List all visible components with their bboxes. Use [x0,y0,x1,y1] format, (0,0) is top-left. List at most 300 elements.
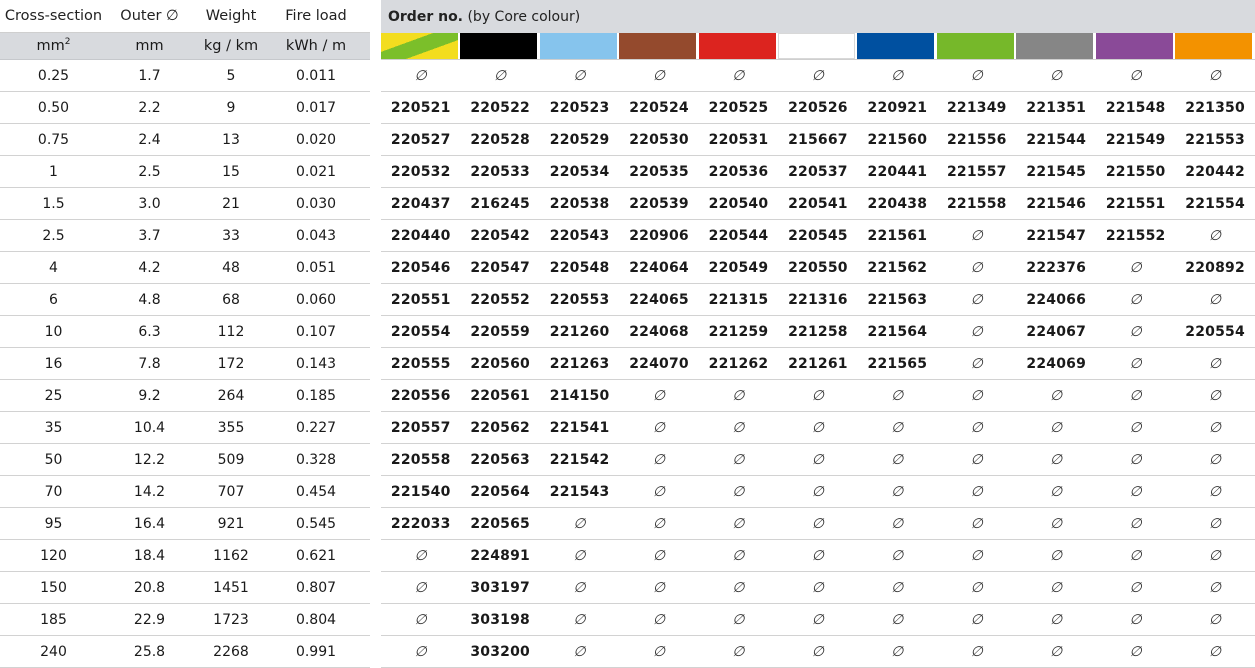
order-header-bold: Order no. [388,8,464,25]
outer-diameter-cell: 2.4 [138,131,161,148]
not-available-icon: ∅ [573,643,586,660]
order-number-cell: 221556 [946,131,1007,148]
fire-load-cell: 0.060 [295,291,337,308]
not-available-icon: ∅ [1129,387,1142,404]
specs-header-row [0,0,370,33]
order-number-cell: 220546 [390,259,451,276]
not-available-icon: ∅ [1050,611,1063,628]
not-available-icon: ∅ [891,515,904,532]
order-number-cell: 220562 [470,419,530,436]
weight-cell: 9 [226,99,236,116]
fire-load-cell: 0.143 [295,355,337,372]
not-available-icon: ∅ [573,515,586,532]
weight-cell: 1723 [213,611,249,628]
not-available-icon: ∅ [970,227,983,244]
outer-diameter-cell: 2.2 [138,99,161,116]
order-row [381,508,1255,540]
cross-section-cell: 25 [44,387,63,404]
fire-load-cell: 0.807 [295,579,337,596]
not-available-icon: ∅ [970,355,983,372]
weight-cell: 509 [217,451,245,468]
not-available-icon: ∅ [732,67,745,84]
not-available-icon: ∅ [652,515,666,532]
not-available-icon: ∅ [1129,323,1142,340]
table-row [0,508,370,540]
not-available-icon: ∅ [652,387,666,404]
order-row [381,540,1255,572]
order-number-cell: 221564 [867,323,928,340]
not-available-icon: ∅ [811,483,825,500]
order-number-cell: 224068 [629,323,689,340]
order-number-cell: 220440 [390,227,451,244]
fire-load-cell: 0.328 [295,451,337,468]
not-available-icon: ∅ [414,67,427,84]
order-number-cell: 220533 [470,163,530,180]
order-number-cell: 221546 [1026,195,1087,212]
not-available-icon: ∅ [732,387,745,404]
order-row [381,252,1255,284]
order-table [381,0,1255,668]
not-available-icon: ∅ [970,611,983,628]
cross-section-cell: 35 [44,419,63,436]
not-available-icon: ∅ [1129,579,1142,596]
not-available-icon: ∅ [1050,515,1063,532]
order-number-cell: 224891 [470,547,530,564]
swatch-orange [1175,33,1252,59]
outer-diameter-cell: 7.8 [138,355,161,372]
fire-load-cell: 0.017 [295,99,337,116]
weight-cell: 68 [222,291,240,308]
order-number-cell: 220549 [708,259,769,276]
order-row [381,92,1255,124]
table-row [0,444,370,476]
not-available-icon: ∅ [1208,387,1222,404]
not-available-icon: ∅ [970,67,983,84]
not-available-icon: ∅ [732,483,745,500]
fire-load-cell: 0.020 [295,131,337,148]
order-number-cell: 221563 [867,291,928,308]
order-number-cell: 220542 [470,227,530,244]
not-available-icon: ∅ [811,419,825,436]
swatch-white [778,33,855,59]
cross-section-cell: 70 [44,483,63,500]
cross-section-cell: 120 [40,547,67,564]
order-number-cell: 221261 [788,355,848,372]
not-available-icon: ∅ [1208,67,1222,84]
order-row [381,572,1255,604]
not-available-icon: ∅ [1129,291,1142,308]
swatch-grey [1016,33,1093,59]
not-available-icon: ∅ [811,643,825,660]
not-available-icon: ∅ [1129,547,1142,564]
order-number-cell: 220560 [470,355,530,372]
order-number-cell: 220521 [390,99,451,116]
cross-section-cell: 10 [44,323,63,340]
order-row [381,156,1255,188]
order-number-cell: 220534 [549,163,610,180]
cross-section-cell: 2.5 [42,227,65,244]
not-available-icon: ∅ [573,579,586,596]
weight-cell: 355 [217,419,245,436]
table-row [0,316,370,348]
not-available-icon: ∅ [1208,355,1222,372]
outer-diameter-cell: 18.4 [133,547,166,564]
weight-cell: 921 [217,515,245,532]
order-number-cell: 220551 [390,291,451,308]
order-number-cell: 220536 [708,163,769,180]
swatch-green-yellow [381,33,458,59]
order-number-cell: 220539 [629,195,689,212]
not-available-icon: ∅ [493,67,507,84]
not-available-icon: ∅ [732,515,745,532]
not-available-icon: ∅ [891,387,904,404]
order-number-cell: 220438 [867,195,928,212]
not-available-icon: ∅ [970,643,983,660]
order-number-cell: 221549 [1105,131,1166,148]
unit-outer-diameter: mm [135,38,164,54]
not-available-icon: ∅ [1129,515,1142,532]
not-available-icon: ∅ [652,67,666,84]
order-number-cell: 220557 [390,419,451,436]
not-available-icon: ∅ [891,643,904,660]
unit-fire-load: kWh / m [285,38,347,54]
not-available-icon: ∅ [573,611,586,628]
order-number-cell: 221558 [946,195,1007,212]
weight-cell: 2268 [213,643,249,660]
order-number-cell: 220530 [629,131,689,148]
swatch-light-blue [540,33,617,59]
order-number-cell: 221545 [1026,163,1087,180]
cross-section-cell: 0.25 [37,67,70,84]
not-available-icon: ∅ [732,643,745,660]
not-available-icon: ∅ [1208,291,1222,308]
not-available-icon: ∅ [1129,355,1142,372]
fire-load-cell: 0.545 [295,515,337,532]
order-number-cell: 221554 [1185,195,1245,212]
not-available-icon: ∅ [652,579,666,596]
header-fire-load: Fire load [285,8,347,24]
table-row [0,92,370,124]
table-row [0,60,370,92]
order-row [381,380,1255,412]
order-number-cell: 221547 [1026,227,1087,244]
order-number-cell: 220441 [867,163,928,180]
weight-cell: 5 [226,67,236,84]
not-available-icon: ∅ [891,579,904,596]
not-available-icon: ∅ [573,67,586,84]
header-weight: Weight [205,8,257,24]
weight-cell: 15 [222,163,240,180]
outer-diameter-cell: 6.3 [138,323,161,340]
order-row [381,476,1255,508]
table-row [0,636,370,668]
order-number-cell: 220540 [708,195,769,212]
cross-section-cell: 6 [49,291,58,308]
not-available-icon: ∅ [1050,579,1063,596]
not-available-icon: ∅ [1129,419,1142,436]
cross-section-cell: 150 [40,579,67,596]
order-number-cell: 220523 [549,99,610,116]
not-available-icon: ∅ [414,579,427,596]
not-available-icon: ∅ [1050,67,1063,84]
order-number-cell: 220547 [470,259,530,276]
order-number-cell: 221561 [867,227,928,244]
order-number-cell: 221540 [390,483,451,500]
fire-load-cell: 0.011 [295,67,337,84]
fire-load-cell: 0.021 [295,163,337,180]
not-available-icon: ∅ [1050,483,1063,500]
order-number-cell: 220921 [867,99,928,116]
not-available-icon: ∅ [652,419,666,436]
order-number-cell: 220437 [390,195,451,212]
order-number-cell: 221316 [788,291,848,308]
not-available-icon: ∅ [1050,547,1063,564]
unit-cross-section-text: mm [36,38,65,54]
order-number-cell: 220550 [788,259,848,276]
not-available-icon: ∅ [891,483,904,500]
fire-load-cell: 0.454 [295,483,337,500]
not-available-icon: ∅ [970,387,983,404]
weight-cell: 172 [217,355,245,372]
not-available-icon: ∅ [1208,419,1222,436]
header-outer-diameter: Outer ∅ [120,8,179,24]
outer-diameter-cell: 25.8 [133,643,166,660]
not-available-icon: ∅ [573,547,586,564]
specs-body [0,60,370,668]
outer-diameter-cell: 3.7 [138,227,161,244]
order-number-cell: 221553 [1185,131,1245,148]
not-available-icon: ∅ [970,515,983,532]
not-available-icon: ∅ [970,579,983,596]
table-row [0,252,370,284]
table-row [0,412,370,444]
not-available-icon: ∅ [811,547,825,564]
order-number-cell: 221262 [708,355,769,372]
order-number-cell: 221349 [946,99,1007,116]
order-number-cell: 224064 [629,259,689,276]
order-number-cell: 220563 [470,451,530,468]
not-available-icon: ∅ [1050,643,1063,660]
unit-cross-section [0,38,107,54]
order-number-cell: 303198 [470,611,530,628]
outer-diameter-cell: 10.4 [133,419,166,436]
cross-section-cell: 185 [40,611,67,628]
order-row [381,412,1255,444]
order-number-cell: 220556 [390,387,451,404]
table-row [0,220,370,252]
order-row [381,604,1255,636]
cross-section-cell: 0.75 [37,131,70,148]
order-number-cell: 220906 [629,227,689,244]
order-number-cell: 221557 [946,163,1007,180]
swatch-violet [1096,33,1173,59]
order-number-cell: 220524 [629,99,689,116]
not-available-icon: ∅ [1129,611,1142,628]
order-body [381,60,1255,668]
not-available-icon: ∅ [1208,451,1222,468]
weight-cell: 1162 [213,547,249,564]
order-row [381,220,1255,252]
weight-cell: 707 [217,483,245,500]
not-available-icon: ∅ [811,67,825,84]
unit-weight: kg / km [203,38,259,54]
order-header [381,0,1255,33]
fire-load-cell: 0.030 [295,195,337,212]
weight-cell: 1451 [213,579,249,596]
order-row [381,348,1255,380]
cross-section-cell: 4 [49,259,58,276]
not-available-icon: ∅ [732,611,745,628]
not-available-icon: ∅ [1208,643,1222,660]
outer-diameter-cell: 9.2 [138,387,161,404]
order-number-cell: 220564 [470,483,530,500]
not-available-icon: ∅ [1208,227,1222,244]
outer-diameter-cell: 1.7 [138,67,161,84]
fire-load-cell: 0.043 [295,227,337,244]
not-available-icon: ∅ [652,547,666,564]
fire-load-cell: 0.804 [295,611,337,628]
order-number-cell: 221562 [867,259,928,276]
order-number-cell: 224070 [629,355,689,372]
cross-section-cell: 16 [44,355,63,372]
order-number-cell: 221541 [549,419,610,436]
swatch-brown [619,33,696,59]
swatch-red [699,33,776,59]
not-available-icon: ∅ [732,451,745,468]
not-available-icon: ∅ [414,643,427,660]
order-row [381,124,1255,156]
order-number-cell: 221260 [549,323,610,340]
table-row [0,284,370,316]
order-number-cell: 221565 [867,355,928,372]
weight-cell: 264 [217,387,245,404]
weight-cell: 21 [222,195,240,212]
not-available-icon: ∅ [1208,579,1222,596]
order-number-cell: 221542 [549,451,610,468]
order-number-cell: 220554 [1185,323,1245,340]
order-number-cell: 221351 [1026,99,1087,116]
not-available-icon: ∅ [811,579,825,596]
not-available-icon: ∅ [652,611,666,628]
not-available-icon: ∅ [414,547,427,564]
order-number-cell: 220544 [708,227,769,244]
outer-diameter-cell: 4.8 [138,291,161,308]
order-number-cell: 221544 [1026,131,1087,148]
order-number-cell: 220565 [470,515,530,532]
table-row [0,188,370,220]
order-number-cell: 216245 [470,195,530,212]
order-number-cell: 220529 [549,131,610,148]
order-number-cell: 220531 [708,131,769,148]
unit-cross-section-sup: 2 [64,37,71,47]
order-number-cell: 220554 [390,323,451,340]
table-row [0,380,370,412]
order-number-cell: 220522 [470,99,530,116]
cross-section-cell: 240 [40,643,67,660]
not-available-icon: ∅ [811,451,825,468]
not-available-icon: ∅ [970,483,983,500]
fire-load-cell: 0.227 [295,419,337,436]
order-row [381,60,1255,92]
not-available-icon: ∅ [1208,611,1222,628]
outer-diameter-cell: 3.0 [138,195,161,212]
order-number-cell: 220538 [549,195,610,212]
fire-load-cell: 0.991 [295,643,337,660]
not-available-icon: ∅ [970,451,983,468]
not-available-icon: ∅ [891,67,904,84]
order-number-cell: 303197 [470,579,530,596]
fire-load-cell: 0.107 [295,323,337,340]
fire-load-cell: 0.051 [295,259,337,276]
not-available-icon: ∅ [811,611,825,628]
table-row [0,348,370,380]
not-available-icon: ∅ [811,515,825,532]
order-number-cell: 221259 [708,323,769,340]
order-number-cell: 220527 [390,131,451,148]
not-available-icon: ∅ [1050,419,1063,436]
not-available-icon: ∅ [1129,259,1142,276]
fire-load-cell: 0.185 [295,387,337,404]
order-row [381,636,1255,668]
order-number-cell: 303200 [470,643,530,660]
not-available-icon: ∅ [652,643,666,660]
not-available-icon: ∅ [1129,483,1142,500]
order-number-cell: 221551 [1105,195,1166,212]
core-colour-swatches [381,33,1255,60]
specs-table [0,0,370,668]
order-number-cell: 220442 [1185,163,1245,180]
not-available-icon: ∅ [891,611,904,628]
order-number-cell: 220543 [549,227,610,244]
not-available-icon: ∅ [1129,643,1142,660]
order-number-cell: 220525 [708,99,769,116]
header-cross-section: Cross-section [4,8,103,24]
outer-diameter-cell: 22.9 [133,611,166,628]
table-row [0,156,370,188]
not-available-icon: ∅ [970,323,983,340]
not-available-icon: ∅ [1129,67,1142,84]
not-available-icon: ∅ [1129,451,1142,468]
order-number-cell: 221315 [708,291,769,308]
order-number-cell: 222033 [390,515,451,532]
not-available-icon: ∅ [1050,451,1063,468]
fire-load-cell: 0.621 [295,547,337,564]
weight-cell: 13 [222,131,240,148]
order-number-cell: 221548 [1105,99,1166,116]
outer-diameter-cell: 12.2 [133,451,166,468]
swatch-green [937,33,1014,59]
table-row [0,476,370,508]
not-available-icon: ∅ [732,547,745,564]
not-available-icon: ∅ [1208,547,1222,564]
order-number-cell: 224066 [1026,291,1087,308]
order-number-cell: 220548 [549,259,610,276]
order-number-cell: 220535 [629,163,689,180]
weight-cell: 33 [222,227,240,244]
specs-units-row [0,33,370,60]
cross-section-cell: 1.5 [42,195,65,212]
order-number-cell: 220526 [788,99,848,116]
not-available-icon: ∅ [891,451,904,468]
order-number-cell: 220532 [390,163,451,180]
table-row [0,604,370,636]
outer-diameter-cell: 16.4 [133,515,166,532]
outer-diameter-cell: 14.2 [133,483,166,500]
cross-section-cell: 50 [44,451,63,468]
order-number-cell: 221263 [549,355,610,372]
not-available-icon: ∅ [732,419,745,436]
table-row [0,124,370,156]
